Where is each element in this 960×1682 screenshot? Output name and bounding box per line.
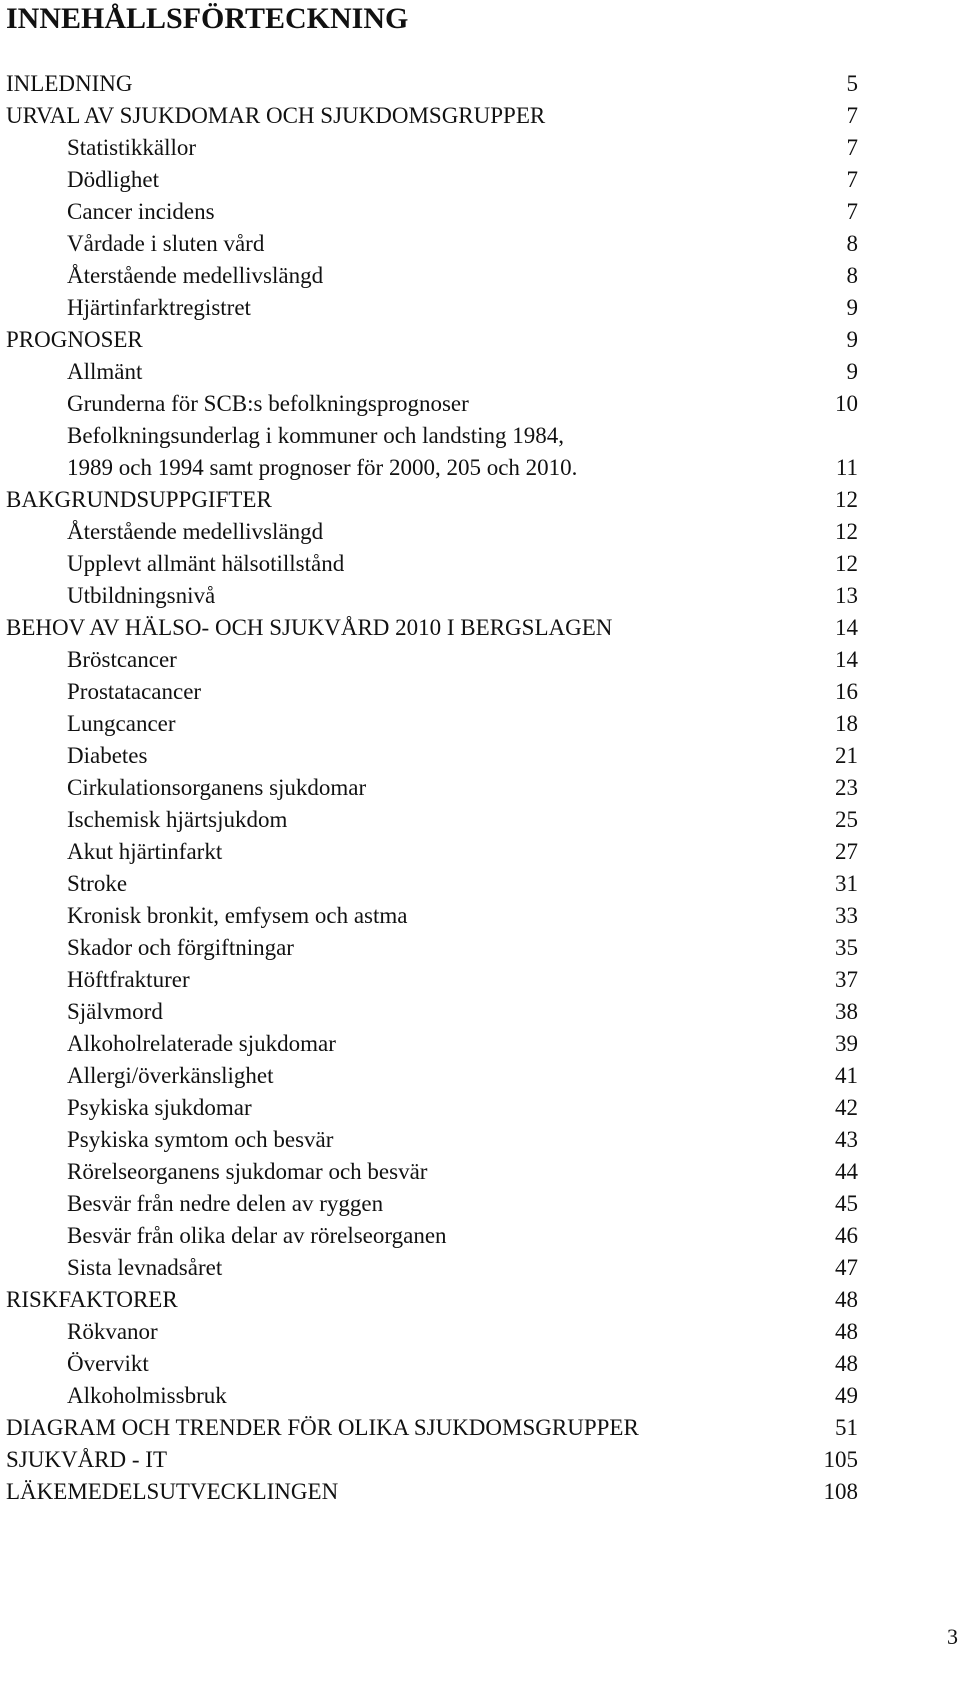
toc-entry-page-number: 5 [846, 71, 858, 96]
toc-subentry [6, 260, 858, 292]
toc-entry-page-number: 35 [835, 935, 858, 960]
page-title: INNEHÅLLSFÖRTECKNING [6, 2, 409, 35]
toc-entry-label: Vårdade i sluten vård [67, 231, 265, 256]
toc-entry-label: Psykiska symtom och besvär [67, 1127, 334, 1152]
toc-subentry [6, 1348, 858, 1380]
toc-entry-label: Sista levnadsåret [67, 1255, 223, 1280]
toc-entry-label: BEHOV AV HÄLSO- OCH SJUKVÅRD 2010 I BERGSLAGEN [6, 615, 613, 640]
toc-entry-page-number: 16 [835, 679, 858, 704]
toc-entry-page-number: 10 [835, 391, 858, 416]
toc-section-entry [6, 612, 858, 644]
toc-entry-label: DIAGRAM OCH TRENDER FÖR OLIKA SJUKDOMSGRUPPER [6, 1415, 639, 1440]
toc-entry-page-number: 51 [835, 1415, 858, 1440]
toc-subentry [6, 388, 858, 420]
toc-entry-page-number: 108 [823, 1479, 858, 1504]
toc-entry-label: Akut hjärtinfarkt [67, 839, 223, 864]
toc-subentry [6, 580, 858, 612]
toc-entry-label: RISKFAKTORER [6, 1287, 178, 1312]
toc-entry-label: Utbildningsnivå [67, 583, 216, 608]
toc-subentry [6, 708, 858, 740]
toc-entry-page-number: 48 [835, 1287, 858, 1312]
toc-entry-label: BAKGRUNDSUPPGIFTER [6, 487, 272, 512]
toc-entry-page-number: 48 [835, 1319, 858, 1344]
toc-entry-label: Besvär från nedre delen av ryggen [67, 1191, 384, 1216]
toc-entry-label: Återstående medellivslängd [67, 519, 324, 544]
toc-subentry [6, 804, 858, 836]
toc-subentry [6, 452, 858, 484]
toc-subentry [6, 900, 858, 932]
toc-subentry [6, 1252, 858, 1284]
toc-entry-page-number: 39 [835, 1031, 858, 1056]
toc-entry-page-number: 42 [835, 1095, 858, 1120]
toc-entry-label: Höftfrakturer [67, 967, 190, 992]
toc-entry-label: Kronisk bronkit, emfysem och astma [67, 903, 408, 928]
toc-subentry [6, 164, 858, 196]
toc-subentry [6, 964, 858, 996]
toc-subentry [6, 1380, 858, 1412]
toc-entry-page-number: 18 [835, 711, 858, 736]
toc-entry-label: Rörelseorganens sjukdomar och besvär [67, 1159, 428, 1184]
toc-entry-page-number: 12 [835, 519, 858, 544]
toc-entry-label: Dödlighet [67, 167, 159, 192]
toc-entry-label: PROGNOSER [6, 327, 143, 352]
toc-subentry [6, 676, 858, 708]
toc-entry-label: Upplevt allmänt hälsotillstånd [67, 551, 345, 576]
toc-entry-page-number: 14 [835, 615, 858, 640]
toc-entry-page-number: 47 [835, 1255, 858, 1280]
toc-entry-page-number: 11 [835, 455, 858, 480]
toc-entry-label: Ischemisk hjärtsjukdom [67, 807, 288, 832]
toc-entry-label: Allmänt [67, 359, 143, 384]
toc-section-entry [6, 100, 858, 132]
toc-entry-page-number: 41 [835, 1063, 858, 1088]
toc-section-entry [6, 324, 858, 356]
table-of-contents [6, 68, 858, 1508]
toc-entry-page-number: 25 [835, 807, 858, 832]
toc-entry-page-number: 7 [846, 199, 858, 224]
toc-entry-label: Övervikt [67, 1351, 149, 1376]
toc-subentry [6, 772, 858, 804]
toc-entry-label: Lungcancer [67, 711, 176, 736]
toc-entry-page-number: 38 [835, 999, 858, 1024]
toc-entry-label: Återstående medellivslängd [67, 263, 324, 288]
toc-subentry [6, 292, 858, 324]
toc-entry-label: 1989 och 1994 samt prognoser för 2000, 205 och 2010. [67, 455, 578, 480]
toc-entry-page-number: 31 [835, 871, 858, 896]
toc-entry-label: Skador och förgiftningar [67, 935, 294, 960]
toc-subentry [6, 420, 858, 452]
toc-entry-page-number: 105 [823, 1447, 858, 1472]
toc-entry-page-number: 13 [835, 583, 858, 608]
toc-section-entry [6, 484, 858, 516]
toc-entry-label: Diabetes [67, 743, 148, 768]
toc-entry-page-number: 21 [835, 743, 858, 768]
toc-subentry [6, 1092, 858, 1124]
toc-entry-page-number: 8 [846, 231, 858, 256]
toc-subentry [6, 196, 858, 228]
toc-subentry [6, 1156, 858, 1188]
toc-section-entry [6, 1284, 858, 1316]
toc-entry-label: LÄKEMEDELSUTVECKLINGEN [6, 1479, 339, 1504]
toc-subentry [6, 836, 858, 868]
toc-entry-page-number: 44 [835, 1159, 858, 1184]
toc-entry-label: Hjärtinfarktregistret [67, 295, 251, 320]
toc-subentry [6, 868, 858, 900]
toc-subentry [6, 644, 858, 676]
toc-subentry [6, 356, 858, 388]
toc-entry-label: Stroke [67, 871, 128, 896]
toc-entry-page-number: 12 [835, 551, 858, 576]
toc-entry-label: Alkoholmissbruk [67, 1383, 227, 1408]
toc-entry-label: Statistikkällor [67, 135, 197, 160]
toc-entry-label: INLEDNING [6, 71, 133, 96]
toc-subentry [6, 548, 858, 580]
toc-subentry [6, 1060, 858, 1092]
toc-entry-label: Prostatacancer [67, 679, 202, 704]
toc-entry-page-number: 49 [835, 1383, 858, 1408]
toc-entry-page-number: 7 [846, 167, 858, 192]
toc-entry-page-number: 9 [846, 359, 858, 384]
toc-entry-label: Självmord [67, 999, 163, 1024]
toc-subentry [6, 516, 858, 548]
toc-subentry [6, 1124, 858, 1156]
toc-entry-label: Bröstcancer [67, 647, 177, 672]
toc-entry-label: SJUKVÅRD - IT [6, 1447, 167, 1472]
toc-entry-page-number: 23 [835, 775, 858, 800]
toc-entry-label: Alkoholrelaterade sjukdomar [67, 1031, 336, 1056]
toc-entry-label: URVAL AV SJUKDOMAR OCH SJUKDOMSGRUPPER [6, 103, 546, 128]
toc-section-entry [6, 1476, 858, 1508]
toc-section-entry [6, 1412, 858, 1444]
toc-entry-label: Rökvanor [67, 1319, 158, 1344]
toc-entry-page-number: 37 [835, 967, 858, 992]
toc-entry-label: Besvär från olika delar av rörelseorganen [67, 1223, 447, 1248]
toc-subentry [6, 1028, 858, 1060]
toc-subentry [6, 932, 858, 964]
toc-entry-page-number: 46 [835, 1223, 858, 1248]
toc-entry-label: Allergi/överkänslighet [67, 1063, 274, 1088]
toc-subentry [6, 996, 858, 1028]
toc-subentry [6, 1220, 858, 1252]
toc-subentry [6, 1188, 858, 1220]
toc-entry-label: Befolkningsunderlag i kommuner och landsting 1984, [67, 423, 564, 448]
toc-subentry [6, 740, 858, 772]
toc-entry-page-number: 33 [835, 903, 858, 928]
toc-entry-label: Cirkulationsorganens sjukdomar [67, 775, 367, 800]
toc-entry-page-number: 14 [835, 647, 858, 672]
toc-entry-page-number: 48 [835, 1351, 858, 1376]
toc-entry-page-number: 9 [846, 295, 858, 320]
toc-section-entry [6, 68, 858, 100]
toc-entry-page-number: 8 [846, 263, 858, 288]
toc-section-entry [6, 1444, 858, 1476]
toc-entry-page-number: 27 [835, 839, 858, 864]
toc-subentry [6, 132, 858, 164]
toc-entry-page-number: 7 [846, 135, 858, 160]
toc-subentry [6, 228, 858, 260]
toc-entry-page-number: 45 [835, 1191, 858, 1216]
toc-entry-page-number: 7 [846, 103, 858, 128]
toc-entry-page-number: 12 [835, 487, 858, 512]
toc-entry-label: Cancer incidens [67, 199, 215, 224]
toc-entry-page-number: 9 [846, 327, 858, 352]
page-number: 3 [947, 1624, 958, 1649]
toc-entry-page-number: 43 [835, 1127, 858, 1152]
toc-subentry [6, 1316, 858, 1348]
toc-entry-label: Grunderna för SCB:s befolkningsprognoser [67, 391, 469, 416]
toc-entry-label: Psykiska sjukdomar [67, 1095, 252, 1120]
